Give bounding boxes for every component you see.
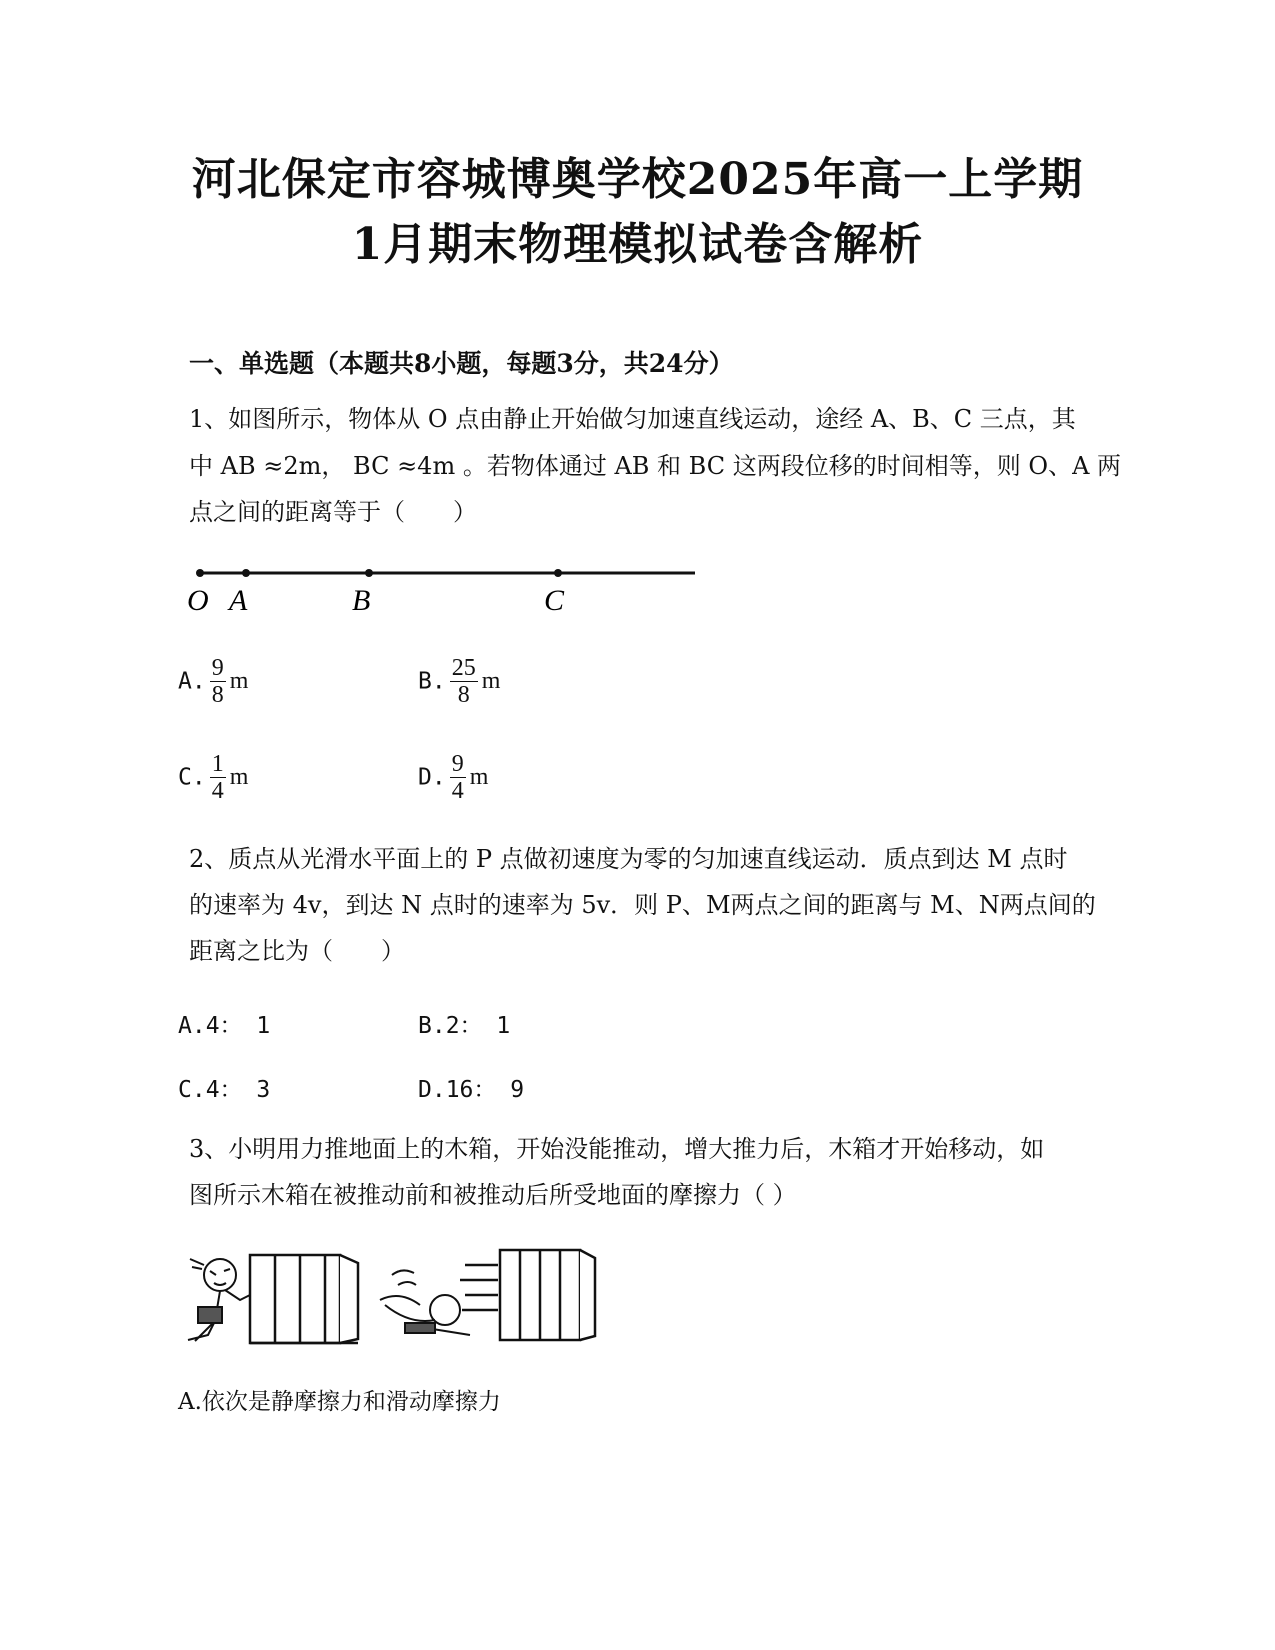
q3-option-a[interactable]: A.依次是静摩擦力和滑动摩擦力 <box>178 1389 501 1415</box>
frac-den: 8 <box>211 682 224 708</box>
frac-num: 9 <box>211 655 224 681</box>
q2-line3: 距离之比为（ ） <box>189 937 405 965</box>
option-label: C. <box>178 764 206 791</box>
doc-title-line2: 1月期末物理模拟试卷含解析 <box>351 219 924 270</box>
label-b: B <box>352 584 371 617</box>
label-a: A <box>229 584 248 617</box>
crate-right-icon <box>460 1250 595 1340</box>
q2-option-a[interactable]: A.4： 1 <box>178 1013 271 1039</box>
q3-crate-illustration <box>180 1245 600 1350</box>
q3-line1: 3、小明用力推地面上的木箱，开始没能推动，增大推力后，木箱才开始移动，如 <box>189 1135 1045 1163</box>
q1-line2: 中 AB ≈2m， BC ≈4m 。若物体通过 AB 和 BC 这两段位移的时间相等，则 O、A 两 <box>189 452 1122 480</box>
point-c <box>554 569 562 577</box>
doc-title-line1: 河北保定市容城博奥学校2025年高一上学期 <box>191 154 1084 205</box>
boy-pushing-icon <box>188 1259 250 1341</box>
frac-den: 4 <box>211 778 224 804</box>
q1-option-c[interactable] <box>178 751 248 804</box>
label-o: O <box>187 584 209 617</box>
q2-option-c[interactable]: C.4： 3 <box>178 1077 271 1103</box>
frac-den: 8 <box>457 682 470 708</box>
q1-line3: 点之间的距离等于（ ） <box>189 498 477 526</box>
q1-line-diagram <box>185 560 705 620</box>
frac-num: 9 <box>451 751 464 777</box>
frac-den: 4 <box>451 778 464 804</box>
q2-line1: 2、质点从光滑水平面上的 P 点做初速度为零的匀加速直线运动．质点到达 M 点时 <box>189 845 1068 873</box>
crate-left-icon <box>250 1255 358 1343</box>
frac-num: 25 <box>451 655 476 681</box>
option-label: D. <box>418 764 446 791</box>
unit: m <box>481 668 501 694</box>
section-heading: 一、单选题（本题共8小题，每题3分，共24分） <box>189 349 734 378</box>
unit: m <box>229 764 249 790</box>
unit: m <box>229 668 249 694</box>
q1-option-d[interactable] <box>418 751 488 804</box>
q2-line2: 的速率为 4v，到达 N 点时的速率为 5v．则 P、M两点之间的距离与 M、N两点间的 <box>189 891 1096 919</box>
label-c: C <box>544 584 565 617</box>
q2-option-b[interactable]: B.2： 1 <box>418 1013 511 1039</box>
q3-line2: 图所示木箱在被推动前和被推动后所受地面的摩擦力（ ） <box>189 1181 797 1209</box>
q1-option-a[interactable] <box>178 655 248 708</box>
point-o <box>196 569 204 577</box>
frac-num: 1 <box>211 751 224 777</box>
unit: m <box>469 764 489 790</box>
point-b <box>365 569 373 577</box>
option-label: B. <box>418 668 446 695</box>
option-label: A. <box>178 668 206 695</box>
q1-line1: 1、如图所示，物体从 O 点由静止开始做匀加速直线运动，途经 A、B、C 三点，其 <box>189 405 1076 433</box>
q2-option-d[interactable]: D.16： 9 <box>418 1077 525 1103</box>
boy-sliding-icon <box>380 1270 470 1335</box>
q1-option-b[interactable] <box>418 655 500 708</box>
point-a <box>242 569 250 577</box>
